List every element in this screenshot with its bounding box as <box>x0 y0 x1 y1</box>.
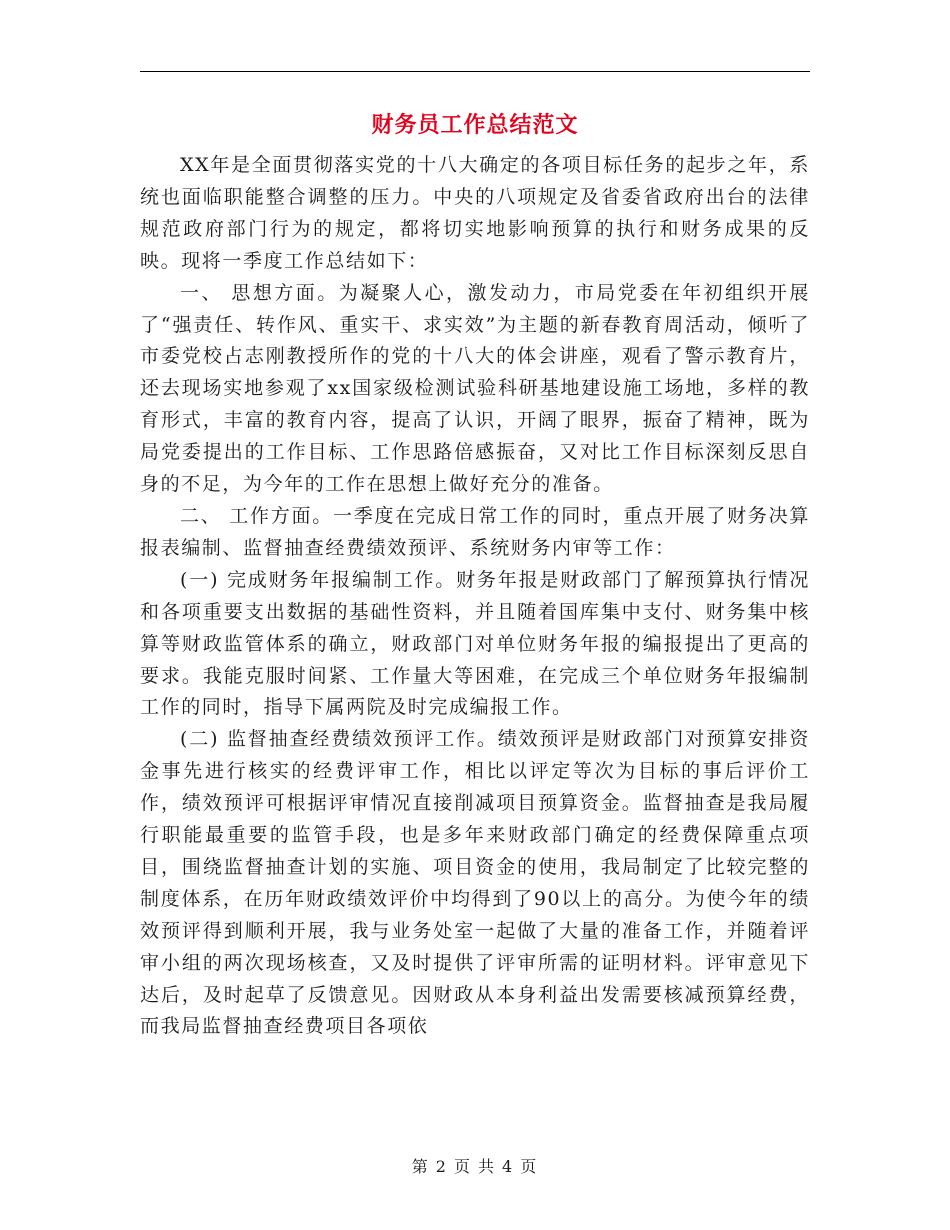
footer-total-word: 共 <box>478 1157 497 1176</box>
document-body <box>140 150 810 1043</box>
footer-page-number: 2 <box>435 1157 448 1176</box>
paragraph-annual-report: (一) 完成财务年报编制工作。财务年报是财政部门了解预算执行情况和各项重要支出数据的基础性资料，并且随着国库集中支付、财务集中核算等财政监管体系的确立，财政部门对单位财务年报的编报提出了更高的要求。我能克服时间紧、工作量大等困难，在完成三个单位财务年报编制工作的同时，指导下属两院及时完成编报工作。 <box>140 568 810 719</box>
paragraph-performance-review: (二) 监督抽查经费绩效预评工作。绩效预评是财政部门对预算安排资金事先进行核实的经费评审工作，相比以评定等次为目标的事后评价工作，绩效预评可根据评审情况直接削减项目预算资金。监督抽查是我局履行职能最重要的监管手段，也是多年来财政部门确定的经费保障重点项目，围绕监督抽查计划的实施、项目资金的使用，我局制定了比较完整的制度体系，在历年财政绩效评价中均得到了90以上的高分。为使今年的绩效预评得到顺利开展，我与业务处室一起做了大量的准备工作，并随着评审小组的两次现场核查，又及时提供了评审所需的证明材料。评审意见下达后，及时起草了反馈意见。因财政从本身利益出发需要核减预算经费，而我局监督抽查经费项目各项依 <box>140 728 810 1038</box>
header-rule <box>140 71 810 72</box>
paragraph-intro: XX年是全面贯彻落实党的十八大确定的各项目标任务的起步之年，系统也面临职能整合调整的压力。中央的八项规定及省委省政府出台的法律规范政府部门行为的规定，都将切实地影响预算的执行和财务成果的反映。现将一季度工作总结如下： <box>140 154 810 272</box>
footer-prefix: 第 <box>411 1157 430 1176</box>
page-footer <box>0 1155 950 1179</box>
paragraph-thinking: 一、 思想方面。为凝聚人心，激发动力，市局党委在年初组织开展了“强责任、转作风、重实干、求实效”为主题的新春教育周活动，倾听了市委党校占志刚教授所作的党的十八大的体会讲座，观看了警示教育片，还去现场实地参观了xx国家级检测试验科研基地建设施工场地，多样的教育形式，丰富的教育内容，提高了认识，开阔了眼界，振奋了精神，既为局党委提出的工作目标、工作思路倍感振奋，又对比工作目标深刻反思自身的不足，为今年的工作在思想上做好充分的准备。 <box>140 281 810 496</box>
paragraph-work: 二、 工作方面。一季度在完成日常工作的同时，重点开展了财务决算报表编制、监督抽查经费绩效预评、系统财务内审等工作： <box>140 504 810 559</box>
document-title: 财务员工作总结范文 <box>371 113 579 138</box>
footer-total-pages: 4 <box>502 1157 515 1176</box>
footer-page-word: 页 <box>453 1157 472 1176</box>
footer-suffix: 页 <box>520 1157 539 1176</box>
